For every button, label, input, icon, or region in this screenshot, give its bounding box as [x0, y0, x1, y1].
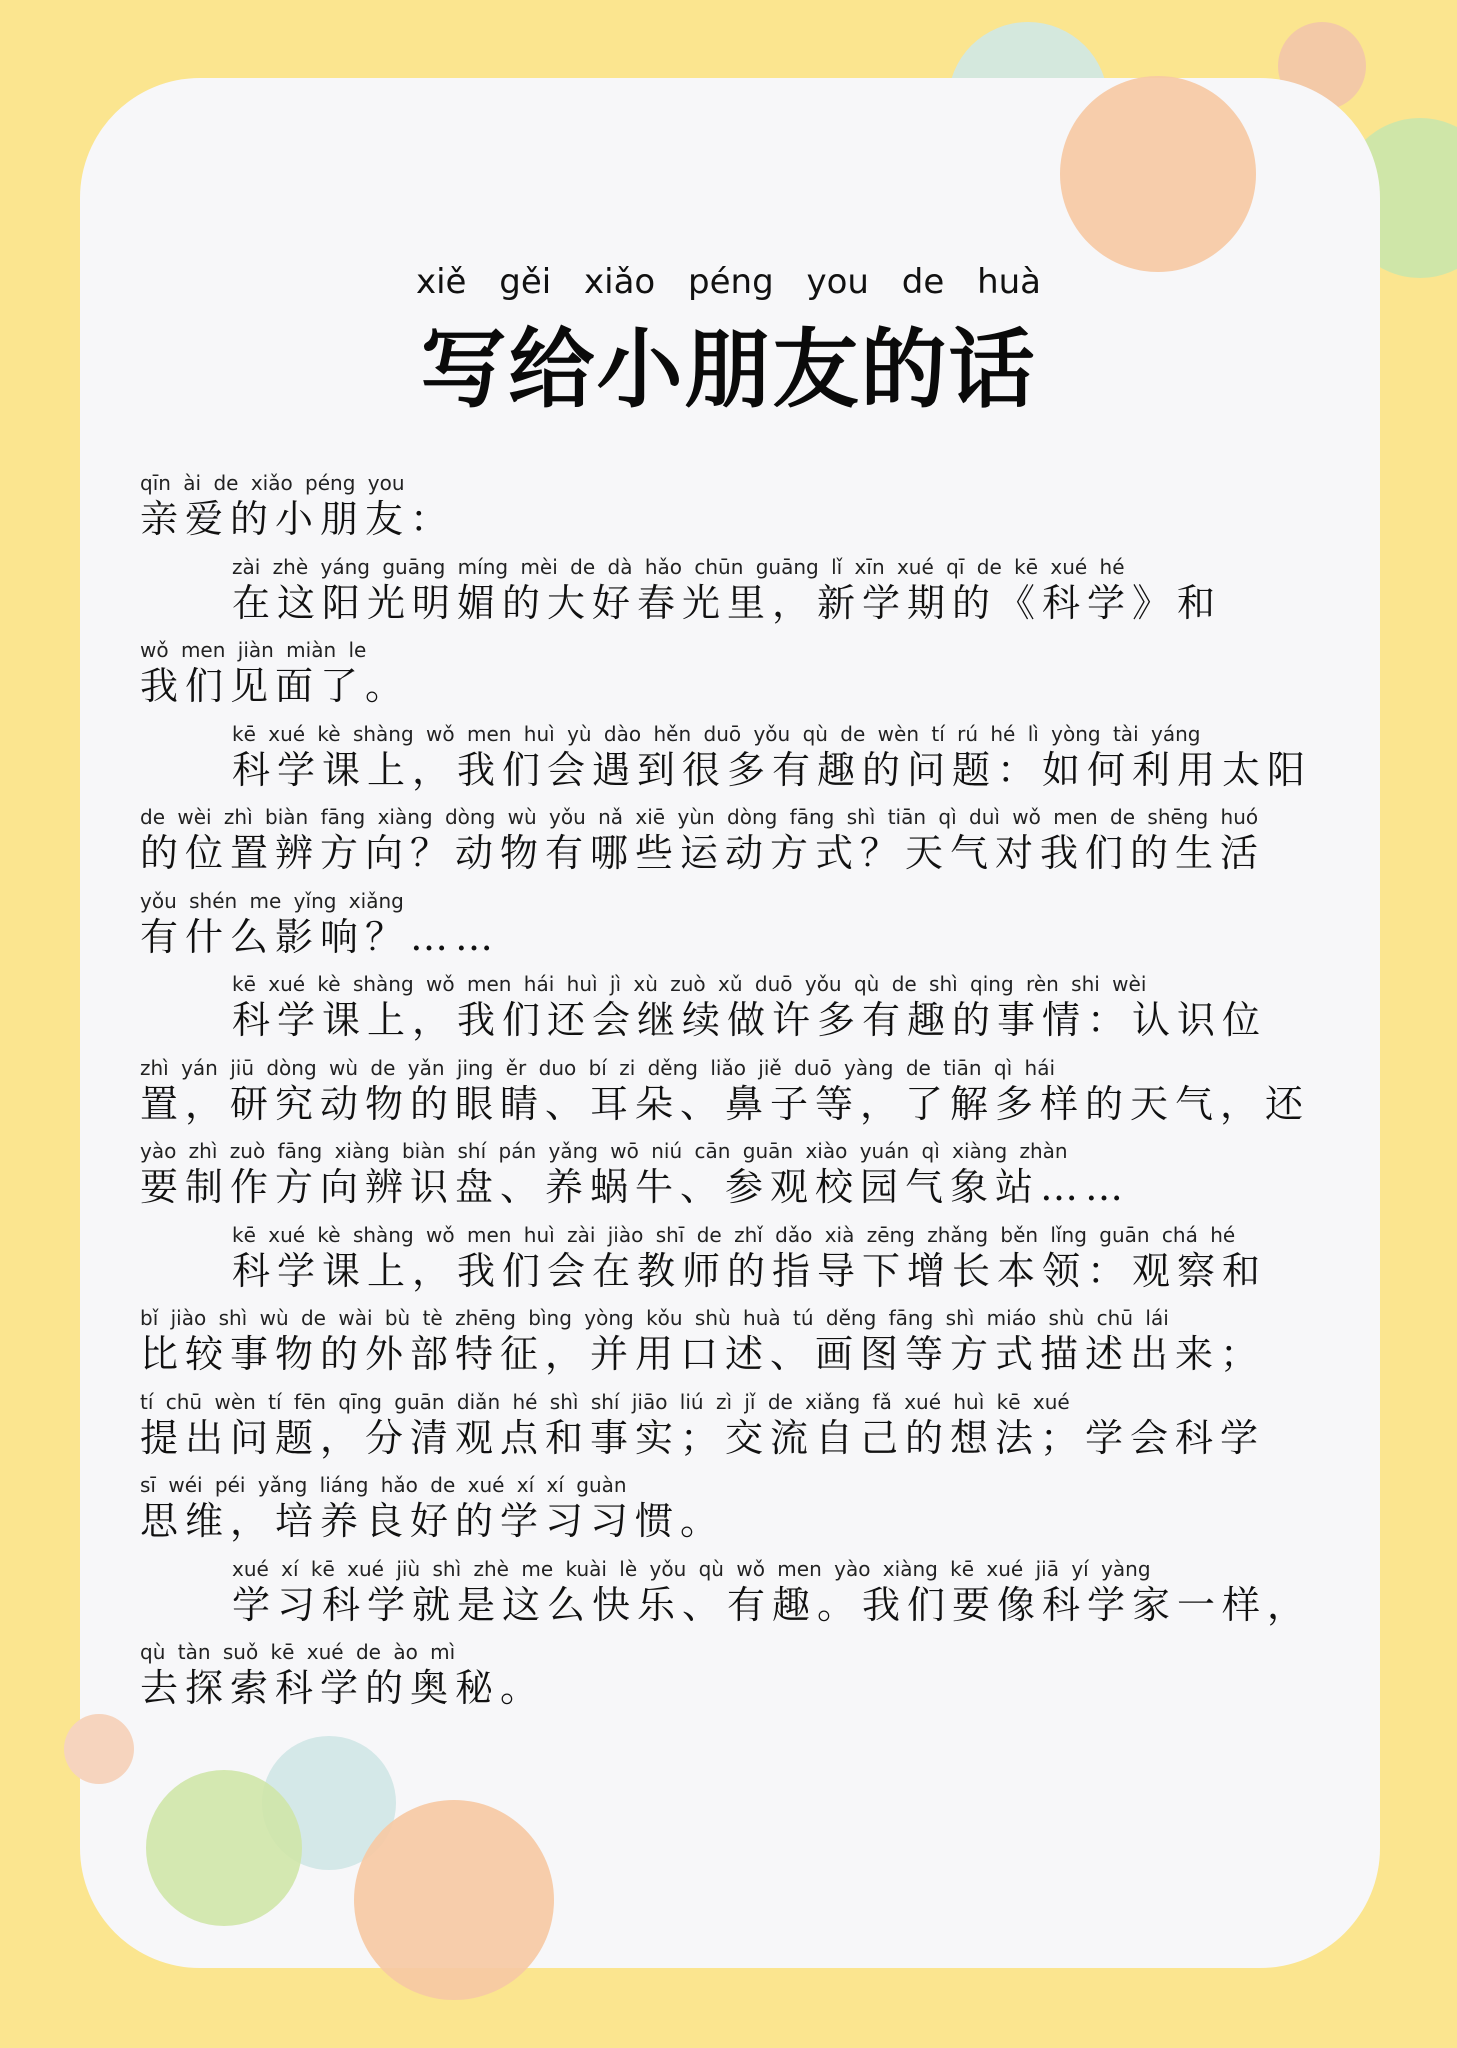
line-pinyin: qù tàn suǒ kē xué de ào mì — [140, 1640, 456, 1664]
line-pinyin: wǒ men jiàn miàn le — [140, 638, 367, 662]
line-pinyin: bǐ jiào shì wù de wài bù tè zhēng bìng yòng kǒu shù huà tú děng fāng shì miáo shù chū lái — [140, 1306, 1169, 1330]
line-text: 我们见面了。 — [140, 664, 411, 708]
line-pinyin: xué xí kē xué jiù shì zhè me kuài lè yǒu qù wǒ men yào xiàng kē xué jiā yí yàng — [232, 1556, 1151, 1581]
line-pinyin: kē xué kè shàng wǒ men hái huì jì xù zuò xǔ duō yǒu qù de shì qing rèn shi wèi — [232, 972, 1147, 996]
line-text: 的位置辨方向？动物有哪些运动方式？天气对我们的生活 — [140, 831, 1266, 875]
line-text: 思维，培养良好的学习习惯。 — [140, 1499, 726, 1543]
line-text: 要制作方向辨识盘、养蜗牛、参观校园气象站…… — [140, 1165, 1131, 1209]
line-text: 去探索科学的奥秘。 — [140, 1666, 546, 1710]
line-text: 有什么影响？…… — [140, 914, 501, 959]
page-title: 写给小朋友的话 — [420, 320, 1037, 420]
line-pinyin: qīn ài de xiǎo péng you — [140, 471, 405, 495]
letter-line — [140, 1389, 1340, 1473]
decor-circle-top-right-peach-large — [1060, 76, 1256, 272]
line-pinyin: sī wéi péi yǎng liáng hǎo de xué xí xí guàn — [140, 1473, 627, 1497]
line-text: 提出问题，分清观点和事实；交流自己的想法；学会科学 — [140, 1415, 1266, 1460]
letter-line — [140, 1556, 1340, 1640]
letter-line — [140, 470, 1340, 554]
line-pinyin: zhì yán jiū dòng wù de yǎn jing ěr duo bí zi děng liǎo jiě duō yàng de tiān qì hái — [140, 1055, 1055, 1080]
line-text: 科学课上，我们还会继续做许多有趣的事情：认识位 — [232, 998, 1268, 1042]
title-pinyin: xiě gěi xiǎo péng you de huà — [415, 262, 1042, 302]
letter-line — [140, 804, 1340, 888]
letter-line — [140, 1472, 1340, 1556]
letter-line — [140, 1305, 1340, 1389]
line-text: 学习科学就是这么快乐、有趣。我们要像科学家一样， — [232, 1582, 1313, 1627]
letter-line — [140, 554, 1340, 638]
letter-line — [140, 971, 1340, 1055]
decor-circle-bottom-left-peach-large — [354, 1800, 554, 2000]
line-pinyin: de wèi zhì biàn fāng xiàng dòng wù yǒu nǎ xiē yùn dòng fāng shì tiān qì duì wǒ men de shēng huó — [140, 805, 1259, 829]
line-pinyin: zài zhè yáng guāng míng mèi de dà hǎo chūn guāng lǐ xīn xué qī de kē xué hé — [232, 554, 1125, 579]
line-text: 科学课上，我们会遇到很多有趣的问题：如何利用太阳 — [232, 747, 1313, 792]
letter-line — [140, 1639, 1340, 1723]
line-text: 亲爱的小朋友： — [140, 497, 456, 541]
letter-line — [140, 721, 1340, 805]
letter-line — [140, 888, 1340, 972]
line-pinyin: kē xué kè shàng wǒ men huì zài jiào shī de zhǐ dǎo xià zēng zhǎng běn lǐng guān chá hé — [232, 1222, 1236, 1247]
letter-line — [140, 637, 1340, 721]
letter-body — [140, 470, 1340, 1723]
line-pinyin: kē xué kè shàng wǒ men huì yù dào hěn duō yǒu qù de wèn tí rú hé lì yòng tài yáng — [232, 721, 1201, 746]
line-pinyin: yào zhì zuò fāng xiàng biàn shí pán yǎng wō niú cān guān xiào yuán qì xiàng zhàn — [140, 1139, 1068, 1163]
line-pinyin: yǒu shén me yǐng xiǎng — [140, 888, 404, 913]
line-text: 在这阳光明媚的大好春光里，新学期的《科学》和 — [232, 580, 1223, 625]
decor-circle-bottom-left-green — [146, 1770, 302, 1926]
line-pinyin: tí chū wèn tí fēn qīng guān diǎn hé shì shí jiāo liú zì jǐ de xiǎng fǎ xué huì kē xué — [140, 1389, 1070, 1414]
decor-circle-bottom-left-peach-small — [64, 1714, 134, 1784]
line-text: 科学课上，我们会在教师的指导下增长本领：观察和 — [232, 1248, 1268, 1293]
line-text: 比较事物的外部特征，并用口述、画图等方式描述出来； — [140, 1332, 1266, 1376]
line-text: 置，研究动物的眼睛、耳朵、鼻子等，了解多样的天气，还 — [140, 1081, 1311, 1126]
letter-line — [140, 1055, 1340, 1139]
letter-line — [140, 1222, 1340, 1306]
letter-line — [140, 1138, 1340, 1222]
